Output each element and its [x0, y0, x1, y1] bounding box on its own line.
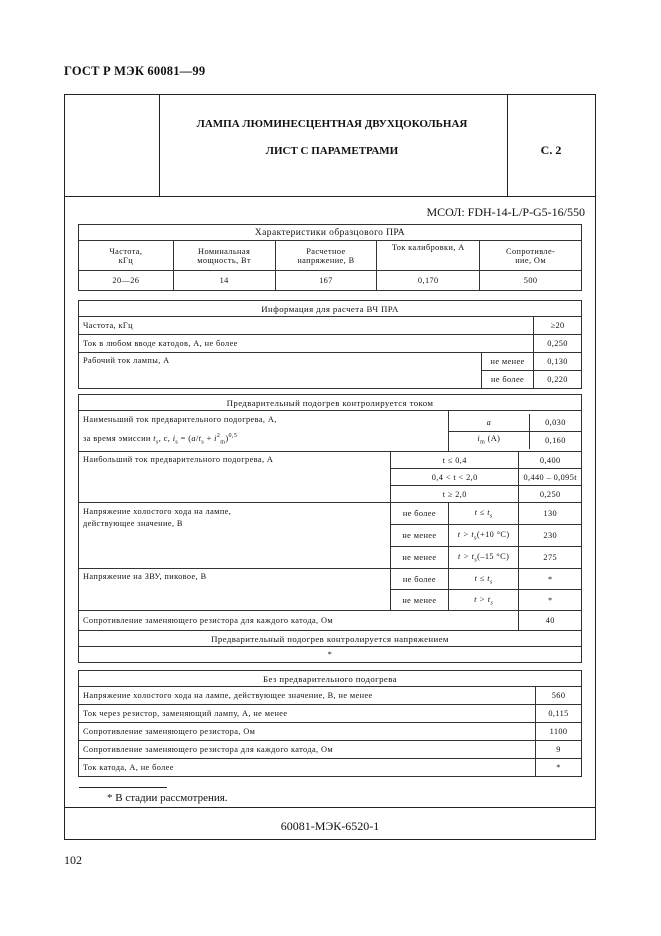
no-preheat-value-2: 0,115	[536, 705, 582, 723]
header-calibration-current: Ток калибровки, А	[377, 241, 480, 271]
standard-title: ГОСТ Р МЭК 60081—99	[64, 64, 206, 78]
no-preheat-label-1: Напряжение холостого хода на лампе, действующее значение, В, не менее	[79, 687, 536, 705]
page-label: С. 2	[540, 143, 562, 157]
cathode-resistor-label: Сопротивление заменяющего резистора для каждого катода, Ом	[79, 611, 519, 631]
no-preheat-value-3: 1100	[536, 723, 582, 741]
footer-code: 60081-МЭК-6520-1	[280, 819, 380, 833]
ocv-limit-3: не менее	[390, 547, 448, 569]
max-preheat-cond-3: t ≥ 2,0	[390, 486, 518, 503]
min-preheat-current-label: Наименьший ток предварительного подогрева, А, за время эмиссии $t_s$, с, $i_s = (a/t_s + i^2_m)^{0,5}$	[79, 411, 449, 452]
ignition-limit-1: не более	[390, 569, 448, 590]
preheat-current-table	[78, 394, 582, 631]
reference-ballast-caption: Характеристики образцового ПРА	[79, 225, 582, 241]
value-voltage: 167	[275, 271, 377, 291]
max-preheat-value-1: 0,400	[519, 452, 582, 469]
header-frequency: Частота, кГц	[79, 241, 174, 271]
working-current-max-label: не более	[482, 371, 534, 389]
ignition-value-2: *	[519, 590, 582, 611]
header-bottom-rule	[65, 196, 595, 197]
open-circuit-voltage-label: Напряжение холостого хода на лампе, действующее значение, В	[79, 503, 391, 569]
hf-ballast-table	[78, 300, 582, 389]
preheat-current-caption: Предварительный подогрев контролируется током	[79, 395, 582, 411]
no-preheat-label-2: Ток через резистор, заменяющий лампу, А, не менее	[79, 705, 536, 723]
ignition-limit-2: не менее	[390, 590, 448, 611]
ocv-value-1: 130	[519, 503, 582, 525]
working-current-max-value: 0,220	[534, 371, 582, 389]
no-preheat-label-5: Ток катода, А, не более	[79, 759, 536, 777]
footnote: * В стадии рассмотрения.	[107, 792, 228, 804]
no-preheat-caption: Без предварительного подогрева	[79, 671, 582, 687]
header-voltage: Расчетное напряжение, В	[275, 241, 377, 271]
max-preheat-current-label: Наибольший ток предварительного подогрева, А	[79, 452, 391, 503]
im-value: 0,160	[545, 435, 566, 445]
ocv-value-2: 230	[519, 525, 582, 547]
ignition-value-1: *	[519, 569, 582, 590]
a-value: 0,030	[529, 414, 581, 432]
max-preheat-cond-2: 0,4 < t < 2,0	[390, 469, 518, 486]
frequency-label: Частота, кГц	[79, 317, 534, 335]
cathode-current-label: Ток в любом вводе катодов, А, не более	[79, 335, 534, 353]
value-resistance: 500	[480, 271, 582, 291]
sheet-subtitle: ЛИСТ С ПАРАМЕТРАМИ	[265, 145, 399, 157]
cathode-current-value: 0,250	[534, 335, 582, 353]
preheat-voltage-caption: Предварительный подогрев контролируется напряжением	[79, 631, 582, 647]
reference-ballast-table	[78, 224, 582, 291]
value-frequency: 20—26	[79, 271, 174, 291]
value-power: 14	[173, 271, 275, 291]
preheat-voltage-value: *	[79, 647, 582, 663]
frequency-value: ≥20	[534, 317, 582, 335]
ignition-cond-2: $t > t_s$	[448, 590, 519, 611]
footnote-rule	[79, 787, 167, 788]
working-current-min-value: 0,130	[534, 353, 582, 371]
max-preheat-value-2: 0,440 – 0,095t	[519, 469, 582, 486]
hf-ballast-caption: Информация для расчета ВЧ ПРА	[79, 301, 582, 317]
ocv-limit-1: не более	[390, 503, 448, 525]
preheat-voltage-table	[78, 630, 582, 663]
no-preheat-label-3: Сопротивление заменяющего резистора, Ом	[79, 723, 536, 741]
im-label: $i_m$ (А)	[449, 431, 530, 449]
footer-rule	[65, 807, 595, 808]
ocv-value-3: 275	[519, 547, 582, 569]
no-preheat-label-4: Сопротивление заменяющего резистора для каждого катода, Ом	[79, 741, 536, 759]
sheet-title: ЛАМПА ЛЮМИНЕСЦЕНТНАЯ ДВУХЦОКОЛЬНАЯ	[196, 118, 468, 130]
ocv-cond-1: $t \le t_s$	[448, 503, 519, 525]
ocv-cond-2: $t > t_s(+10$ °С)	[448, 525, 519, 547]
ignition-voltage-label: Напряжение на ЗВУ, пиковое, В	[79, 569, 391, 611]
ocv-cond-3: $t > t_s(-15$ °С)	[448, 547, 519, 569]
value-calibration-current: 0,170	[377, 271, 480, 291]
no-preheat-table	[78, 670, 582, 777]
max-preheat-cond-1: t ≤ 0,4	[390, 452, 518, 469]
header-resistance: Сопротивле- ние, Ом	[480, 241, 582, 271]
cathode-resistor-value: 40	[519, 611, 582, 631]
working-current-min-label: не менее	[482, 353, 534, 371]
ignition-cond-1: $t \le t_s$	[448, 569, 519, 590]
header-power: Номинальная мощность, Вт	[173, 241, 275, 271]
no-preheat-value-4: 9	[536, 741, 582, 759]
no-preheat-value-1: 560	[536, 687, 582, 705]
page-number: 102	[64, 853, 82, 867]
working-current-label: Рабочий ток лампы, А	[79, 353, 482, 389]
ocv-limit-2: не менее	[390, 525, 448, 547]
max-preheat-value-3: 0,250	[519, 486, 582, 503]
a-label: a	[449, 414, 530, 432]
no-preheat-value-5: *	[536, 759, 582, 777]
lamp-code: МСОЛ: FDH-14-L/P-G5-16/550	[426, 205, 585, 219]
